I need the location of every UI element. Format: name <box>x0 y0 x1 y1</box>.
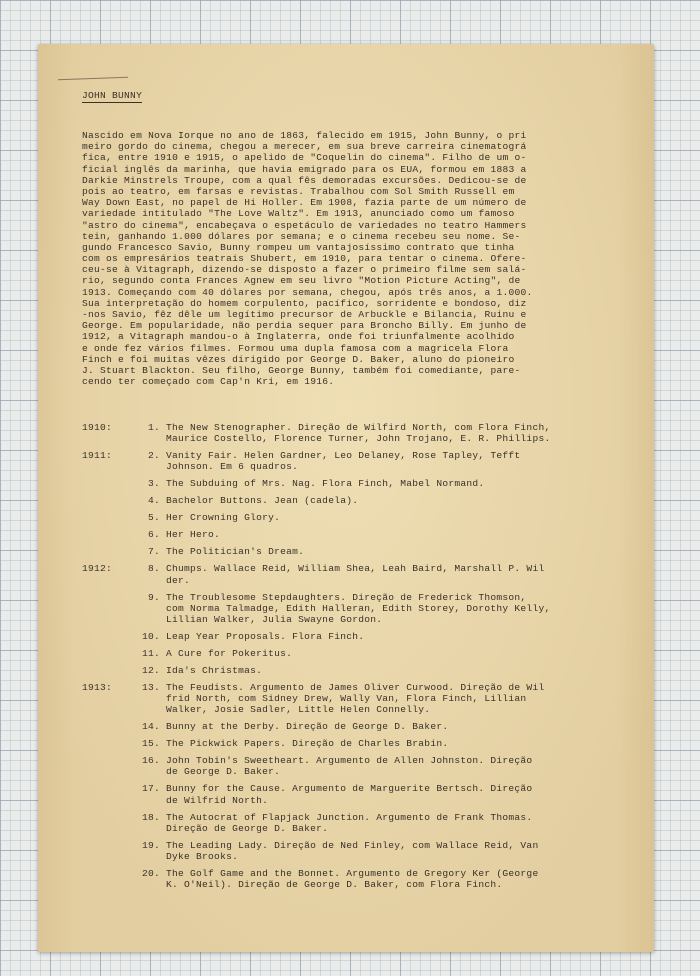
film-description <box>166 592 652 626</box>
film-description-line: Dyke Brooks. <box>166 850 239 862</box>
film-year: 1910: <box>82 422 113 433</box>
film-description <box>166 631 652 642</box>
film-number: 1. <box>147 422 160 433</box>
film-description <box>166 546 652 557</box>
bio-line: 1913. Começando com 40 dólares por semana, chegou, após três anos, a 1.000. <box>82 286 533 298</box>
film-year <box>82 529 134 540</box>
bio-line: -nos Savio, fêz dêle um legítimo precursor de Arbuckle e Bilancia, Ruinu e <box>82 309 527 320</box>
film-description <box>166 665 652 676</box>
film-year <box>82 478 134 489</box>
film-number: 4. <box>147 495 160 507</box>
film-entry <box>82 682 652 716</box>
film-year: 1911: <box>82 450 113 462</box>
film-description-line: Bunny for the Cause. Argumento de Marguerite Bertsch. Direção <box>166 783 533 795</box>
film-description <box>166 512 652 523</box>
film-number: 5. <box>147 512 160 524</box>
page-heading: JOHN BUNNY <box>82 90 143 101</box>
film-description-line: The Feudists. Argumento de James Oliver Curwood. Direção de Wil <box>166 681 545 693</box>
film-entry <box>82 665 652 676</box>
film-entry <box>82 529 652 540</box>
film-number: 16. <box>141 755 160 767</box>
film-entry <box>82 495 652 506</box>
film-number: 6. <box>147 529 160 541</box>
film-year <box>82 812 134 823</box>
bio-line: rio, segundo conta Frances Agnew em seu livro "Motion Picture Acting", de <box>82 275 521 287</box>
film-entry <box>82 840 652 862</box>
film-year <box>82 840 134 851</box>
bio-line: cendo ter começado com Cap'n Kri, em 1916. <box>82 376 335 388</box>
film-number: 7. <box>147 546 160 558</box>
bio-line: ceu-se à Vitagraph, dizendo-se disposto a fazer o primeiro filme sem salá- <box>82 264 527 276</box>
film-entry <box>82 478 652 489</box>
filmography-list <box>82 422 652 896</box>
film-description-line: de George D. Baker. <box>166 766 281 778</box>
film-description-line: The Politician's Dream. <box>166 546 305 558</box>
film-entry <box>82 422 652 444</box>
film-description <box>166 783 652 805</box>
film-description-line: com Norma Talmadge, Edith Halleran, Edith Storey, Dorothy Kelly, <box>166 602 551 614</box>
film-description-line: The New Stenographer. Direção de Wilfird North, com Flora Finch, <box>166 422 551 433</box>
bio-line: com os empresários teatrais Shubert, em 1910, para tentar o cinema. Ofere- <box>82 253 527 265</box>
film-description-line: Lillian Walker, Julia Swayne Gordon. <box>166 613 383 625</box>
film-description-line: John Tobin's Sweetheart. Argumento de Allen Johnston. Direção <box>166 755 533 767</box>
film-description-line: The Leading Lady. Direção de Ned Finley, com Wallace Reid, Van <box>166 839 539 851</box>
film-number: 9. <box>147 591 160 603</box>
film-description-line: Bachelor Buttons. Jean (cadela). <box>166 495 359 507</box>
film-description-line: Ida's Christmas. <box>166 664 263 676</box>
film-description <box>166 563 652 585</box>
bio-line: "astro do cinema", encabeçava o espetáculo de variedades no teatro Hammers <box>82 219 527 231</box>
film-description <box>166 812 652 834</box>
film-year <box>82 546 134 557</box>
bio-line: Way Down East, no papel de Hi Holler. Em 1908, fazia parte de um número de <box>82 197 527 209</box>
film-entry <box>82 868 652 890</box>
bio-line: George. Em popularidade, não perdia sequer para Broncho Billy. Em junho de <box>82 320 527 332</box>
film-number: 18. <box>141 811 160 823</box>
film-year <box>82 868 134 879</box>
film-description <box>166 721 652 732</box>
film-description <box>166 422 652 444</box>
film-entry <box>82 512 652 523</box>
film-description-line: Her Hero. <box>166 529 221 541</box>
bio-line: Sua interpretação do homem corpulento, pacífico, sorridente e bondoso, diz <box>82 297 527 309</box>
pencil-mark <box>58 77 128 80</box>
film-number: 20. <box>141 867 160 879</box>
bio-line: fica, entre 1910 e 1915, o apelido de "Coquelin do cinema". Filho de um o- <box>82 152 527 164</box>
film-description-line: The Golf Game and the Bonnet. Argumento de Gregory Ker (George <box>166 867 539 879</box>
bio-line: Darkie Minstrels Troupe, com a qual fês demoradas excursões. Dedicou-se de <box>82 174 527 186</box>
bio-line: J. Stuart Blackton. Seu filho, George Bunny, também foi comediante, pare- <box>82 364 521 376</box>
bio-line: 1912, a Vitagraph mandou-o à Inglaterra, onde foi triunfalmente acolhido <box>82 331 515 343</box>
bio-line: e onde fez vários filmes. Formou uma dupla famosa com a magricela Flora <box>82 342 509 354</box>
film-description-line: The Subduing of Mrs. Nag. Flora Finch, Mabel Normand. <box>166 478 485 490</box>
bio-line: tein, ganhando 1.000 dólares por semana; e o cinema recebeu seu nome. Se- <box>82 230 521 242</box>
film-description-line: Vanity Fair. Helen Gardner, Leo Delaney, Rose Tapley, Tefft <box>166 450 521 462</box>
film-entry <box>82 721 652 732</box>
film-year <box>82 755 134 766</box>
film-entry <box>82 563 652 585</box>
film-number: 17. <box>141 783 160 795</box>
bio-line: Finch e foi muitas vêzes dirigido por George D. Baker, aluno do pioneiro <box>82 353 515 365</box>
film-description-line: Bunny at the Derby. Direção de George D. Baker. <box>166 721 449 733</box>
film-number: 3. <box>147 478 160 490</box>
film-description <box>166 495 652 506</box>
film-year <box>82 648 134 659</box>
bio-line: meiro gordo do cinema, chegou a merecer, em sua breve carreira cinematográ <box>82 141 527 153</box>
bio-line: Nascido em Nova Iorque no ano de 1863, falecido em 1915, John Bunny, o pri <box>82 130 527 141</box>
film-description-line: Maurice Costello, Florence Turner, John Trojano, E. R. Phillips. <box>166 433 551 445</box>
film-year: 1912: <box>82 563 113 575</box>
film-year <box>82 512 134 523</box>
film-year <box>82 738 134 749</box>
film-description <box>166 529 652 540</box>
film-description-line: de Wilfrid North. <box>166 794 269 806</box>
film-description <box>166 450 652 472</box>
film-description-line: The Troublesome Stepdaughters. Direção de Frederick Thomson, <box>166 591 527 603</box>
film-entry <box>82 783 652 805</box>
bio-line: pois ao teatro, em farsas e revistas. Trabalhou com Sol Smith Russell em <box>82 185 515 197</box>
bio-line: ficial inglês da marinha, que havia emigrado para os EUA, formou em 1883 a <box>82 163 527 175</box>
bio-line: gundo Francesco Savio, Bunny rompeu um vantajosíssimo contrato que tinha <box>82 241 515 253</box>
bio-line: variedade intitulado "The Love Waltz". Em 1913, anunciado como um famoso <box>82 208 515 220</box>
film-description <box>166 840 652 862</box>
film-entry <box>82 812 652 834</box>
film-number: 12. <box>141 664 160 676</box>
film-description-line: The Autocrat of Flapjack Junction. Argumento de Frank Thomas. <box>166 811 533 823</box>
film-year <box>82 783 134 794</box>
film-description-line: Direção de George D. Baker. <box>166 822 329 834</box>
film-number: 10. <box>141 630 160 642</box>
film-description <box>166 478 652 489</box>
film-number: 11. <box>141 647 160 659</box>
film-description-line: frid North, com Sidney Drew, Wally Van, Flora Finch, Lillian <box>166 693 527 705</box>
film-number: 8. <box>147 563 160 575</box>
film-number: 19. <box>141 839 160 851</box>
film-description <box>166 682 652 716</box>
film-number: 14. <box>141 721 160 733</box>
film-description-line: Johnson. Em 6 quadros. <box>166 461 299 473</box>
film-entry <box>82 592 652 626</box>
film-number: 15. <box>141 738 160 750</box>
film-entry <box>82 648 652 659</box>
film-description <box>166 648 652 659</box>
film-year <box>82 721 134 732</box>
film-number: 2. <box>147 450 160 462</box>
film-description-line: Walker, Josie Sadler, Little Helen Connelly. <box>166 704 431 716</box>
film-entry <box>82 738 652 749</box>
film-description-line: The Pickwick Papers. Direção de Charles Brabin. <box>166 738 449 750</box>
film-description <box>166 868 652 890</box>
film-entry <box>82 631 652 642</box>
film-entry <box>82 450 652 472</box>
film-year <box>82 592 134 603</box>
film-description-line: der. <box>166 574 191 586</box>
film-year: 1913: <box>82 681 113 693</box>
film-entry <box>82 755 652 777</box>
film-year <box>82 495 134 506</box>
film-number: 13. <box>141 681 160 693</box>
film-description-line: Her Crowning Glory. <box>166 512 281 524</box>
film-description <box>166 738 652 749</box>
film-year <box>82 631 134 642</box>
film-entry <box>82 546 652 557</box>
film-description-line: Chumps. Wallace Reid, William Shea, Leah Baird, Marshall P. Wil <box>166 563 545 575</box>
biography-paragraph <box>82 130 642 387</box>
film-description-line: Leap Year Proposals. Flora Finch. <box>166 630 365 642</box>
typewritten-page <box>38 44 654 952</box>
film-description-line: A Cure for Pokeritus. <box>166 647 293 659</box>
film-year <box>82 665 134 676</box>
film-description <box>166 755 652 777</box>
film-description-line: K. O'Neil). Direção de George D. Baker, com Flora Finch. <box>166 879 503 891</box>
